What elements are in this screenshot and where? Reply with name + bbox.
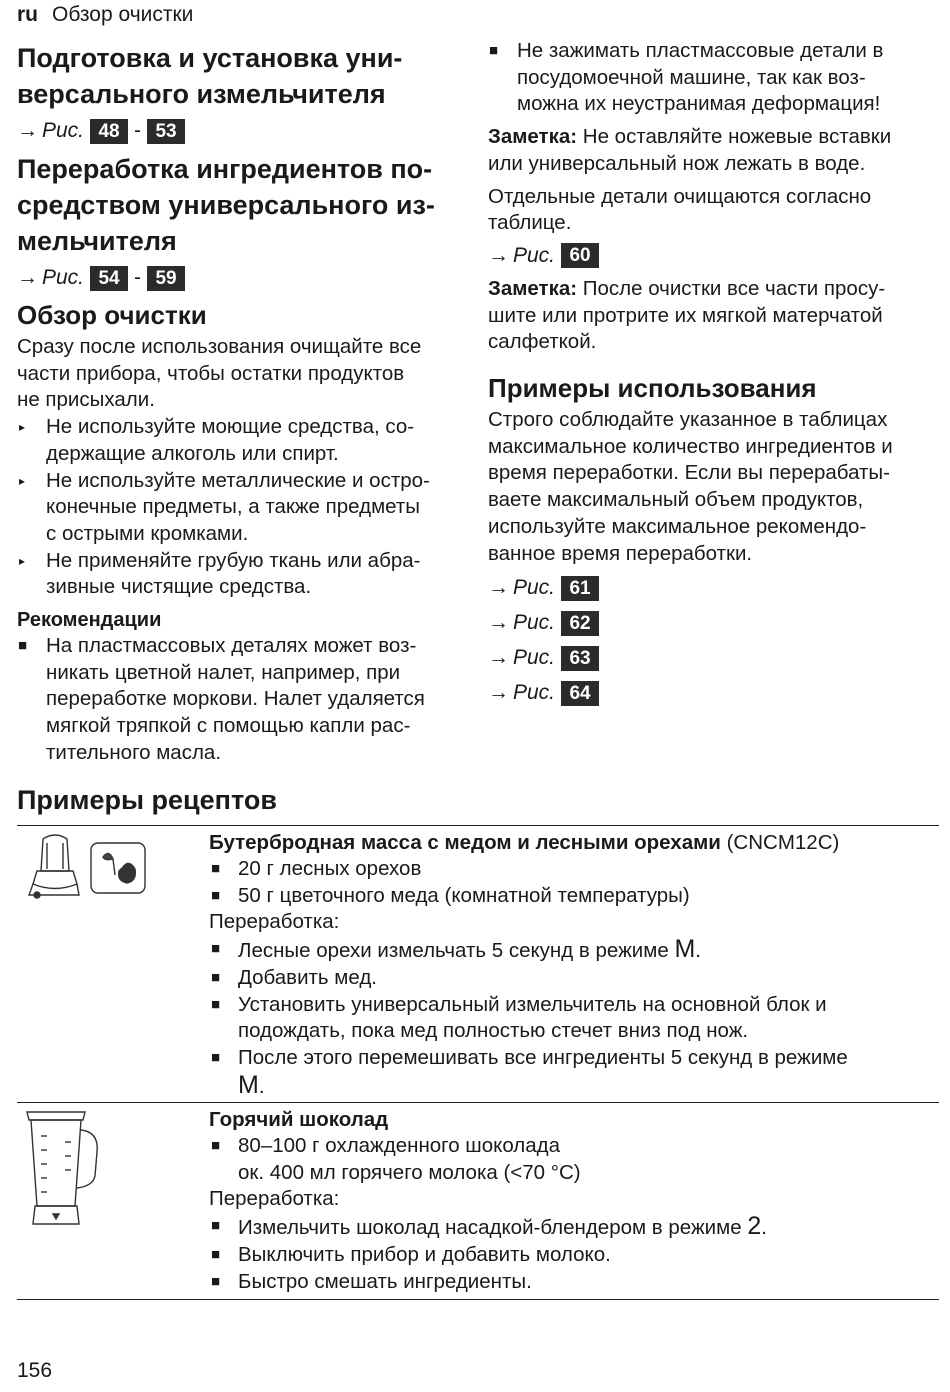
list-item: ■ На пластмассовых деталях может воз- никать цветной налет, например, при переработке моркови. Налет удаляется мягкой тряпкой с помощью капли рас- тительного масла. xyxy=(18,634,425,764)
note-knives: Заметка: Не оставляйте ножевые вставки или универсальный нож лежать в воде. xyxy=(488,125,892,175)
figure-number: 61 xyxy=(561,576,599,601)
recipe-text xyxy=(209,829,934,1100)
blender-icon-wrap xyxy=(17,1106,107,1236)
list-item: ■ Установить универсальный измельчитель на основной блок и подождать, пока мед полностью стечет вниз под нож. xyxy=(211,992,827,1043)
figure-ref-usage: → Рис. 63 xyxy=(488,643,933,673)
heading-assembly: Подготовка и установка уни- версального измельчителя xyxy=(17,43,403,109)
list-item: ▸ Не применяйте грубую ткань или абра- зивные чистящие средства. xyxy=(19,548,421,599)
ingredients-list xyxy=(209,1133,934,1186)
cleaning-warnings xyxy=(17,414,467,601)
list-item: ▸ Не используйте металлические и остро- конечные предметы, а также предметы с острыми кромками. xyxy=(19,468,430,545)
dishwasher-warning xyxy=(488,38,933,118)
heading-cleaning: Обзор очистки xyxy=(17,300,207,330)
figure-number: 53 xyxy=(147,119,185,144)
list-item: ■ Добавить мед. xyxy=(211,965,377,989)
figure-number: 59 xyxy=(147,266,185,291)
recommendations-list xyxy=(17,633,467,767)
nut-icon xyxy=(91,843,145,893)
figure-ref-processing: → Рис. 54 - 59 xyxy=(17,263,467,293)
steps-list xyxy=(209,936,934,1100)
list-item: ■ 20 г лесных орехов xyxy=(211,857,422,880)
heading-usage: Примеры использования xyxy=(488,373,817,404)
list-item: ■ 50 г цветочного меда (комнатной температуры) xyxy=(211,883,690,907)
figure-number: 62 xyxy=(561,611,599,636)
list-item: ■ Не зажимать пластмассовые детали в посудомоечной машине, так как воз- можна их неустранимая деформация! xyxy=(489,39,884,116)
usage-text: Строго соблюдайте указанное в таблицах максимальное количество ингредиентов и время переработки. Если вы перерабаты- ваете максимальный объем продуктов, используйте максимальное рекомендо- ванное время переработки. xyxy=(488,408,893,565)
list-item: ▸ Не используйте моющие средства, со- держащие алкоголь или спирт. xyxy=(19,415,415,465)
page-number: 156 xyxy=(17,1359,53,1382)
list-item: ■ Быстро смешать ингредиенты. xyxy=(211,1269,532,1293)
figure-ref-table: → Рис. 60 xyxy=(488,241,933,271)
divider xyxy=(17,1299,939,1300)
figure-number: 60 xyxy=(561,243,599,268)
divider xyxy=(17,825,939,826)
figure-ref-usage: → Рис. 62 xyxy=(488,608,933,638)
processing-label: Переработка: xyxy=(209,1187,340,1211)
section-name: Обзор очистки xyxy=(52,3,194,26)
figure-number: 63 xyxy=(561,646,599,671)
ingredients-list xyxy=(209,856,934,909)
running-header xyxy=(17,2,193,28)
figure-ref-usage: → Рис. 61 xyxy=(488,573,933,603)
list-item: ■ Измельчить шоколад насадкой-блендером в режиме 2. xyxy=(211,1212,767,1241)
table-note: Отдельные детали очищаются согласно таблице. xyxy=(488,184,872,235)
recommendations-title: Рекомендации xyxy=(17,609,162,632)
processing-label: Переработка: xyxy=(209,910,340,934)
divider xyxy=(17,1102,939,1103)
steps-list xyxy=(209,1213,934,1295)
right-column xyxy=(488,38,933,713)
left-column xyxy=(17,40,467,767)
figure-ref-assembly: → Рис. 48 - 53 xyxy=(17,116,467,146)
list-item: ■ После этого перемешивать все ингредиенты 5 секунд в режиме M. xyxy=(211,1045,848,1099)
figure-number: 48 xyxy=(90,119,128,144)
recipe-title: Горячий шоколад xyxy=(209,1108,389,1131)
chopper-and-nut-icons xyxy=(17,829,157,914)
list-item: ■ 80–100 г охлажденного шоколада ок. 400 мл горячего молока (<70 °C) xyxy=(211,1134,581,1184)
cleaning-intro: Сразу после использования очищайте все части прибора, чтобы остатки продуктов не присыхали. xyxy=(17,335,422,412)
list-item: ■ Лесные орехи измельчать 5 секунд в режиме M. xyxy=(211,935,701,964)
chopper-icon xyxy=(29,835,79,898)
heading-recipes: Примеры рецептов xyxy=(17,785,277,815)
heading-processing: Переработка ингредиентов по- средством универсального из- мельчителя xyxy=(17,154,435,256)
recipe-text xyxy=(209,1106,934,1295)
figure-ref-usage: → Рис. 64 xyxy=(488,678,933,708)
figure-number: 64 xyxy=(561,681,599,706)
recipe-title: Бутербродная масса с медом и лесными орехами (CNCM12C) xyxy=(209,831,840,854)
language-code: ru xyxy=(17,3,38,26)
note-drying: Заметка: После очистки все части просу- шите или протрите их мягкой матерчатой салфеткой. xyxy=(488,276,886,354)
blender-icon xyxy=(27,1112,97,1224)
list-item: ■ Выключить прибор и добавить молоко. xyxy=(211,1242,611,1266)
figure-number: 54 xyxy=(90,266,128,291)
